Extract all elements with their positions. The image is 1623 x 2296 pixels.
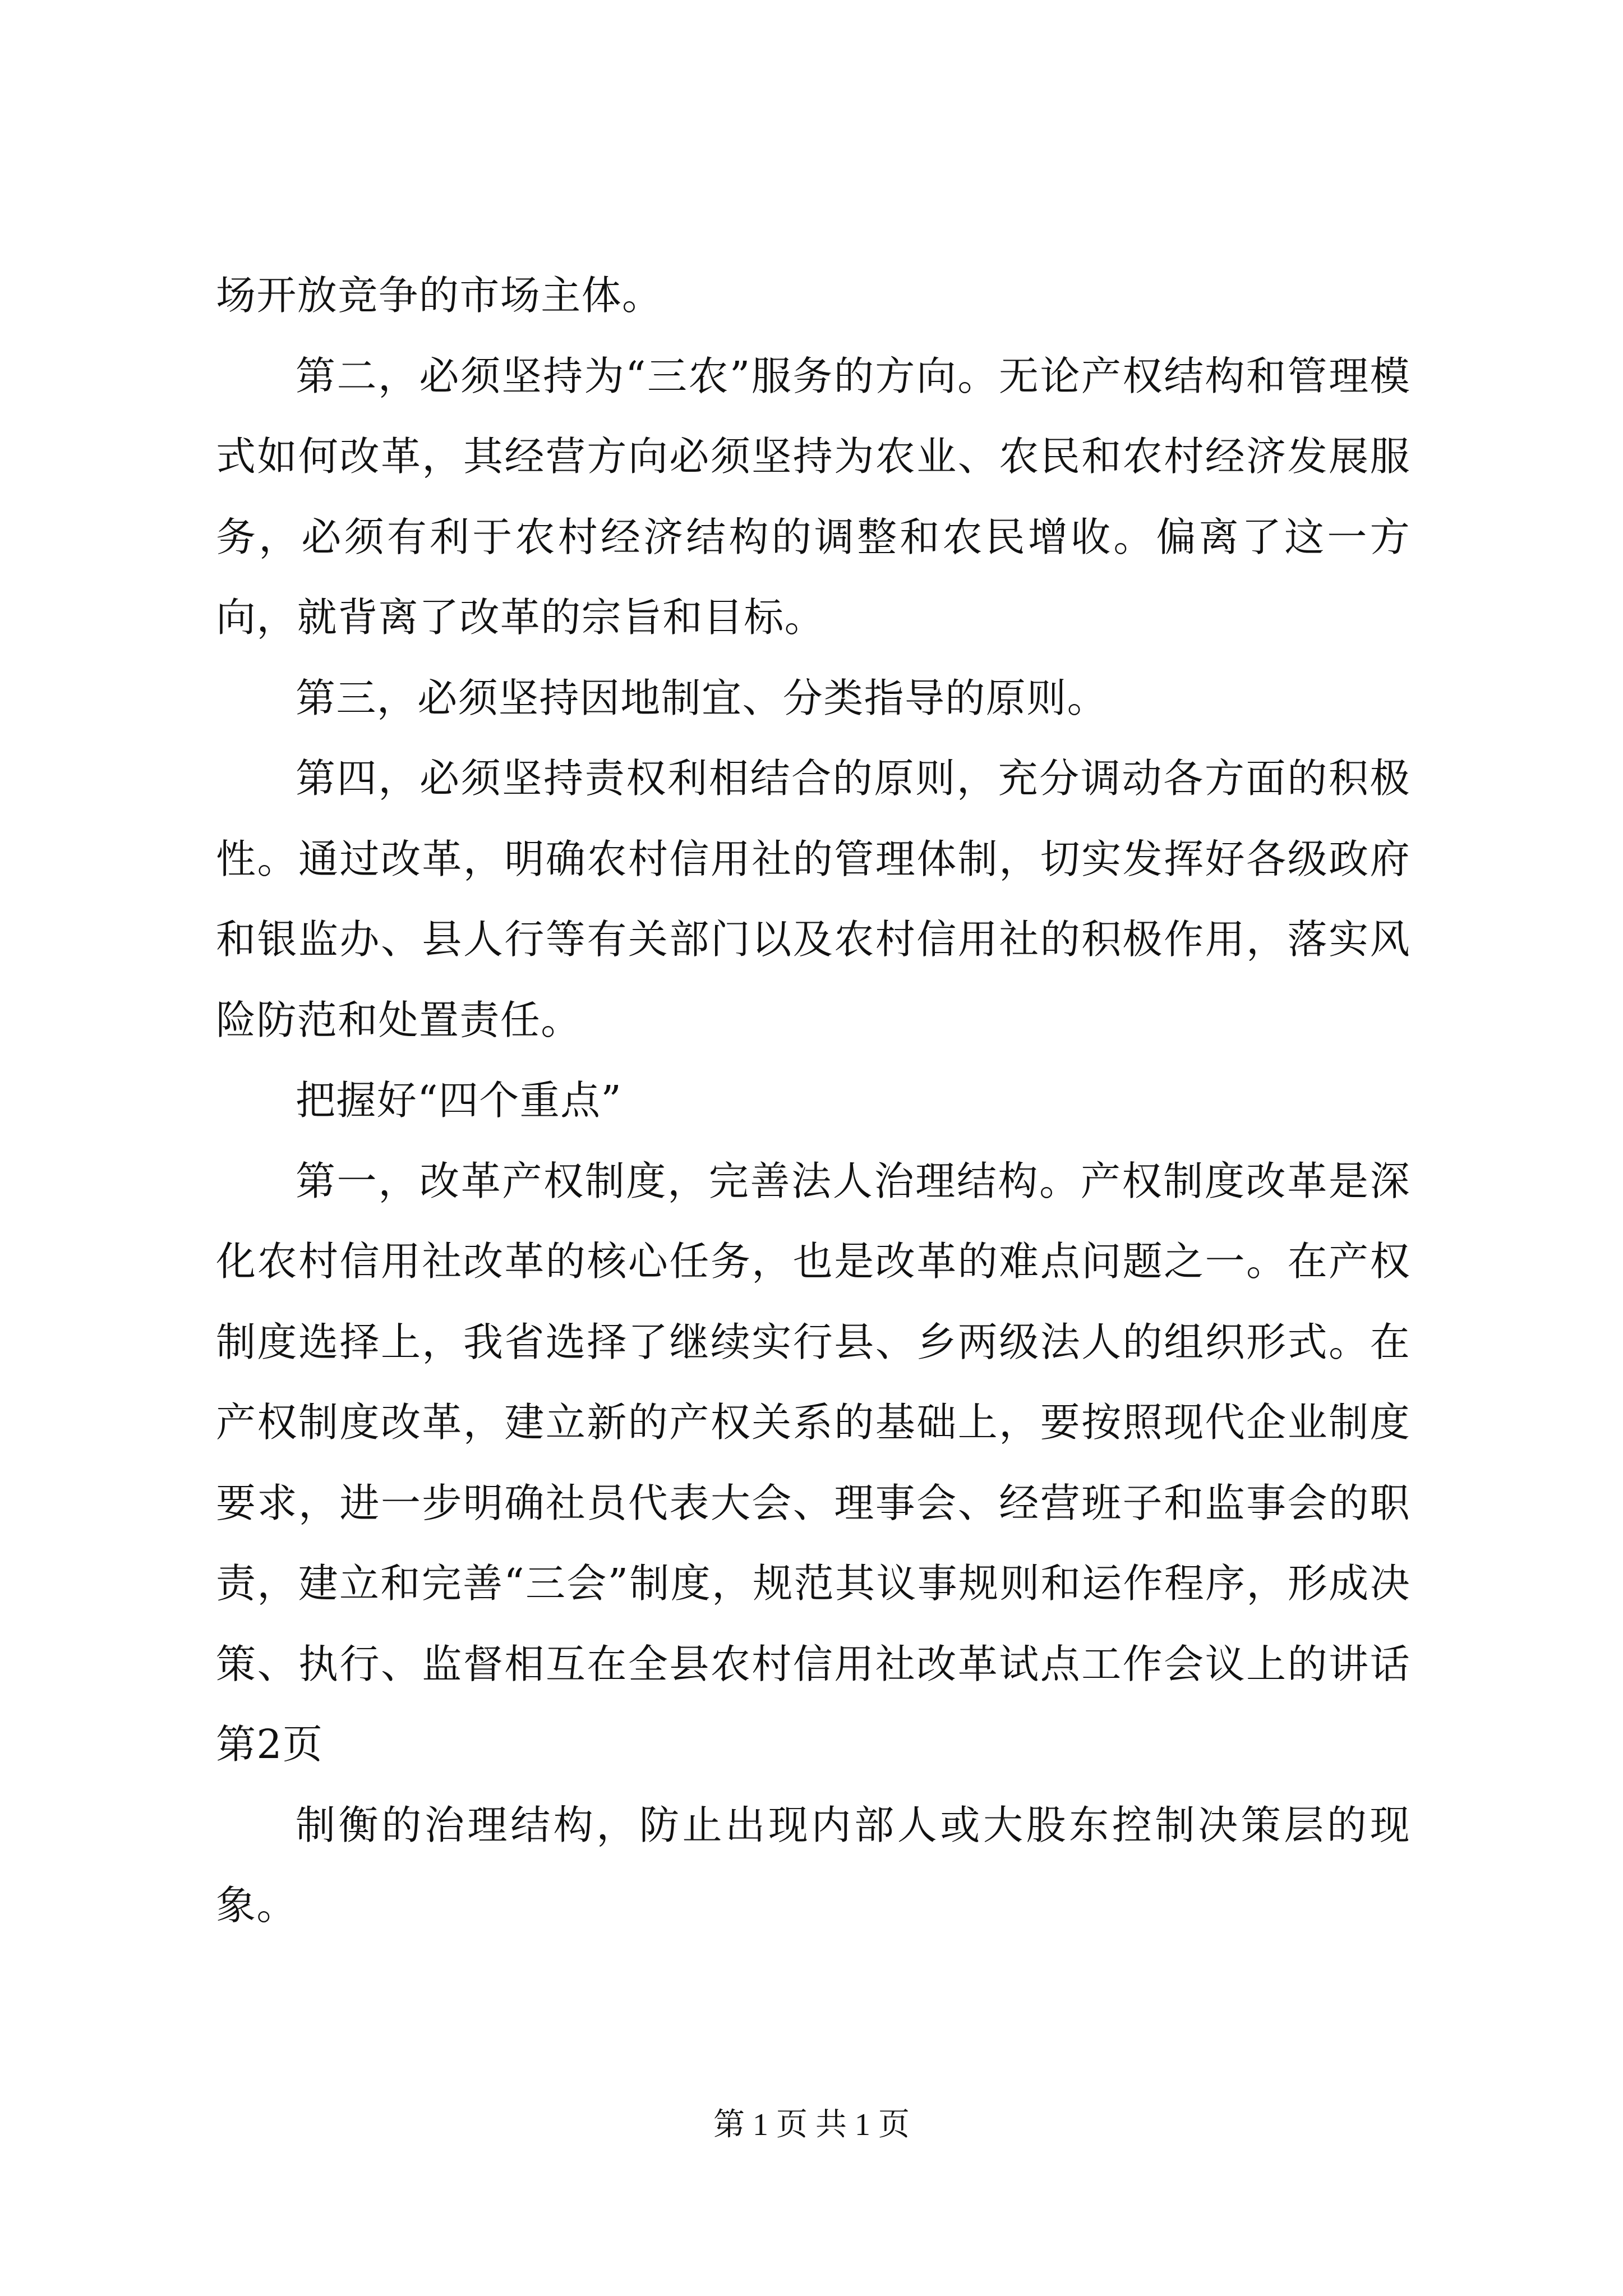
page-number-footer: 第 1 页 共 1 页 [713,2108,910,2142]
document-body [216,255,1410,1946]
paragraph-1: 场开放竞争的市场主体。 [216,272,663,319]
paragraph-4: 第四，必须坚持责权利相结合的原则，充分调动各方面的积极性。通过改革，明确农村信用社的管理体制，切实发挥好各级政府和银监办、县人行等有关部门以及农村信用社的积极作用，落实风险防范和处置责任。 [216,755,1410,1043]
paragraph-3: 第三，必须坚持因地制宜、分类指导的原则。 [296,674,1108,721]
section-heading-four-key-points: 把握好“四个重点” [296,1077,623,1124]
paragraph-6: 第一，改革产权制度，完善法人治理结构。产权制度改革是深化农村信用社改革的核心任务，也是改革的难点问题之一。在产权制度选择上，我省选择了继续实行县、乡两级法人的组织形式。在产权制度改革，建立新的产权关系的基础上，要按照现代企业制度要求，进一步明确社员代表大会、理事会、经营班子和监事会的职责，建立和完善“三会”制度，规范其议事规则和运作程序，形成决策、执行、监督相互在全县农村信用社改革试点工作会议上的讲话第2页 [216,1157,1410,1768]
paragraph-7: 制衡的治理结构，防止出现内部人或大股东控制决策层的现象。 [216,1801,1410,1929]
paragraph-2: 第二，必须坚持为“三农”服务的方向。无论产权结构和管理模式如何改革，其经营方向必须坚持为农业、农民和农村经济发展服务，必须有利于农村经济结构的调整和农民增收。偏离了这一方向，就背离了改革的宗旨和目标。 [216,352,1410,641]
